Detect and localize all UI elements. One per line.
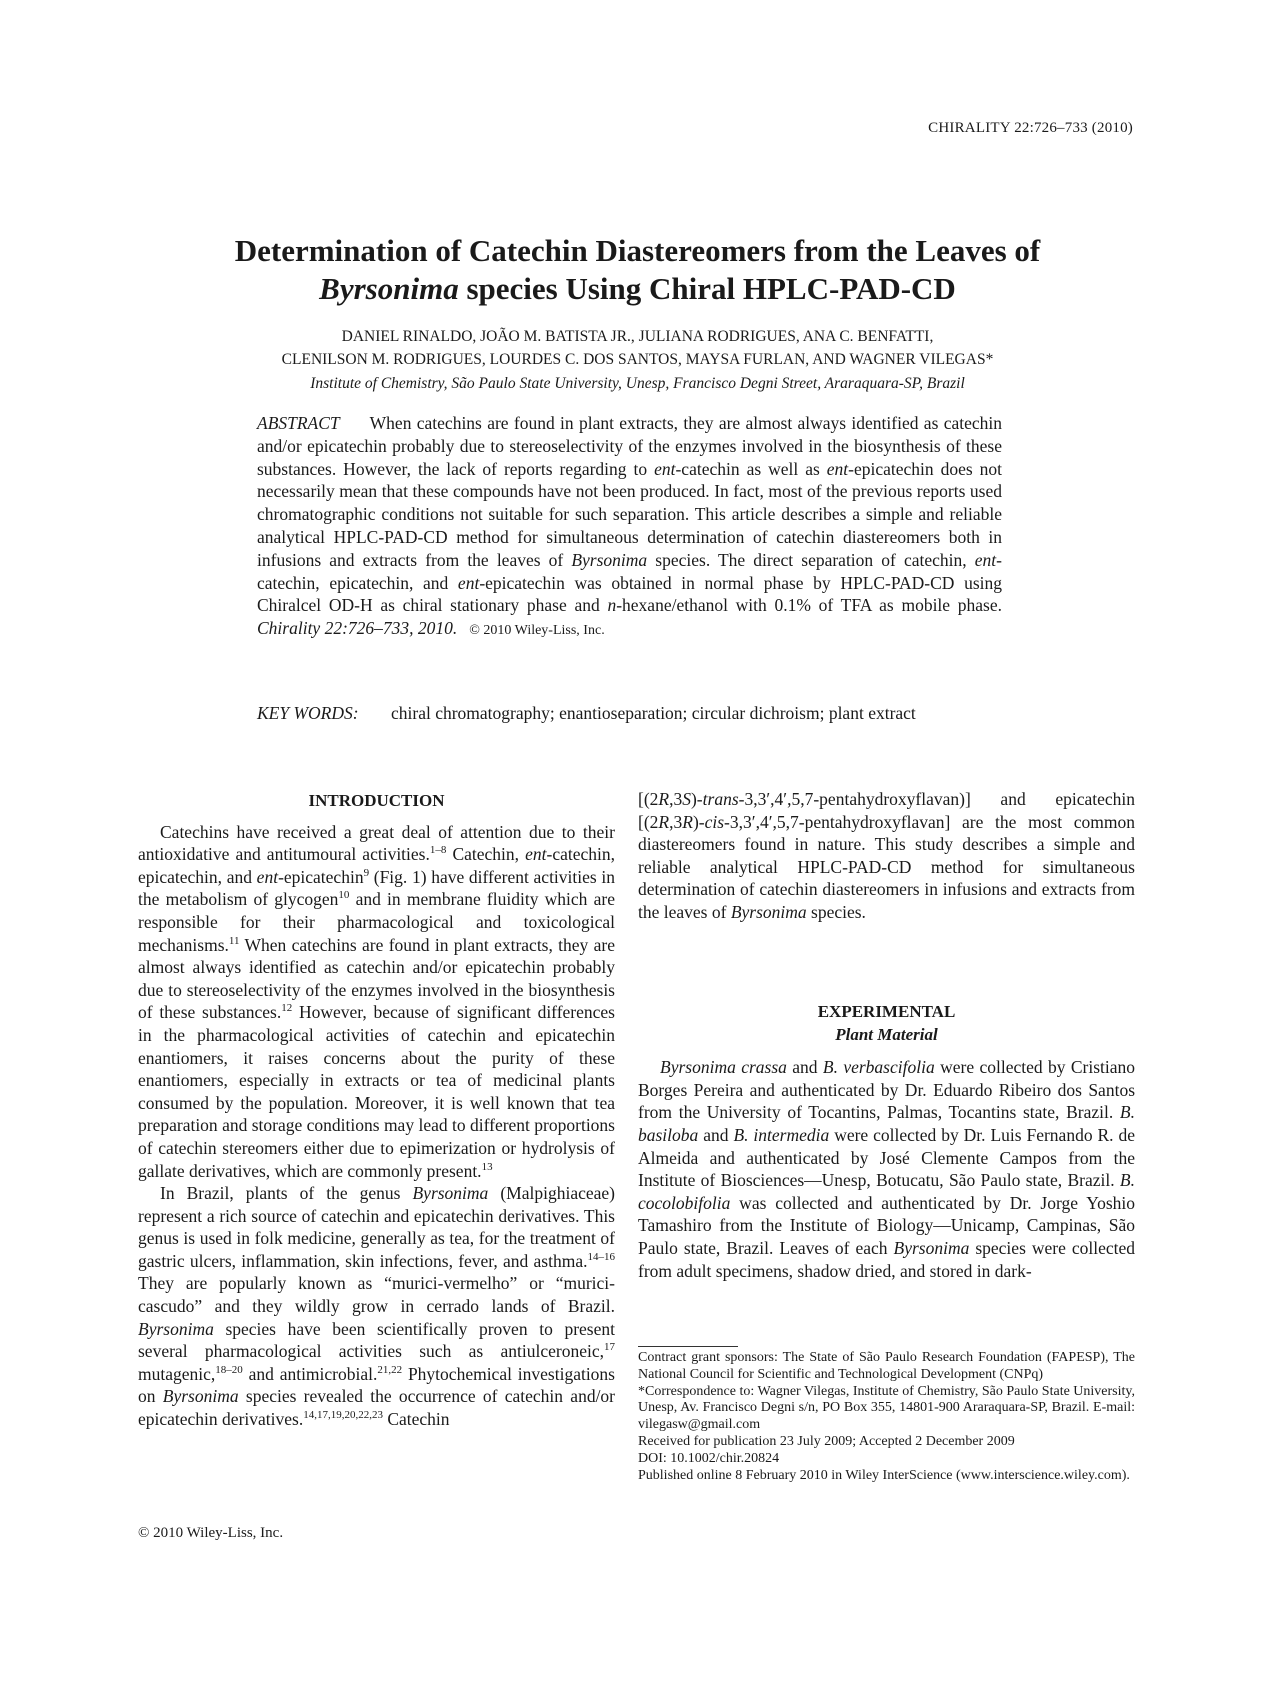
footnote-received: Received for publication 23 July 2009; Accepted 2 December 2009 [638, 1433, 1015, 1449]
text: and antimicrobial. [242, 1363, 378, 1384]
abstract-italic: n [607, 595, 617, 616]
citation-sup: 10 [338, 889, 350, 902]
citation-sup: 14–16 [587, 1251, 615, 1264]
experimental-heading: EXPERIMENTAL [817, 1002, 956, 1021]
italic: B. cocolobifolia [638, 1170, 1135, 1213]
text: When catechins are found in plant extracts, they are almost always identified as catechin and/or epicatechin probably due to stereoselectivity of the enzymes involved in the biosynthesis of these substances. [138, 934, 615, 1023]
text: species. [806, 901, 866, 922]
abstract-italic: ent [826, 458, 849, 479]
abstract-text: When catechins are found in plant extracts, they are almost always identified as catechin and/or epicatechin probably due to stereoselectivity of the enzymes involved in the biosynthesis of these substances. However, the lack of reports regarding to [257, 413, 1002, 479]
italic: Byrsonima [730, 901, 807, 922]
authors-line-1: DANIEL RINALDO, JOÃO M. BATISTA JR., JULIANA RODRIGUES, ANA C. BENFATTI, [341, 328, 934, 345]
keywords-label: KEY WORDS: [257, 703, 359, 723]
italic: R [682, 811, 693, 832]
citation-sup: 1–8 [429, 844, 447, 857]
text: were collected by Dr. Luis Fernando R. de Almeida and authenticated by José Clemente Campos from the Institute of Biosciences—Unesp, Botucatu, São Paulo state, Brazil. [638, 1124, 1135, 1191]
text: species revealed the occurrence of catechin and/or epicatechin derivatives. [138, 1386, 616, 1430]
text: Catechin, [446, 844, 526, 865]
footnote-published: Published online 8 February 2010 in Wiley InterScience (www.interscience.wiley.com). [638, 1467, 1130, 1483]
text: (Malpighiaceae) represent a rich source of catechin and epicatechin derivatives. This genus is used in folk medicine, generally as tea, for the treatment of gastric ulcers, inflammation, skin infections, fever, and asthma. [138, 1183, 615, 1271]
page-copyright: © 2010 Wiley-Liss, Inc. [138, 1525, 284, 1541]
citation-sup: 17 [604, 1341, 615, 1354]
italic: ent [256, 866, 279, 887]
keywords [257, 702, 1002, 725]
text: and [786, 1057, 823, 1078]
abstract-text: -catechin as well as [675, 458, 827, 479]
text: Catechins have received a great deal of attention due to their antioxidative and antitumoural activities. [138, 821, 615, 865]
text: were collected by Cristiano Borges Pereira and authenticated by Dr. Eduardo Ribeiro dos Santos from the University of Tocantins, Palmas, Tocantins state, Brazil. [638, 1057, 1135, 1123]
italic: R [658, 789, 670, 809]
footnote-doi: DOI: 10.1002/chir.20824 [638, 1450, 780, 1466]
footnote-grant: Contract grant sponsors: The State of São Paulo Research Foundation (FAPESP), The National Council for Scientific and Technological Development (CNPq) [638, 1350, 1135, 1382]
text: -epicatechin [278, 866, 364, 887]
text: mutagenic, [138, 1363, 216, 1384]
footnote-correspondence: *Correspondence to: Wagner Vilegas, Institute of Chemistry, São Paulo State University, Unesp, Av. Francisco Degni s/n, PO Box 355, 14801-900 Araraquara-SP, Brazil. E-mail: vilegasw@gmail.com [638, 1383, 1135, 1433]
text: species have been scientifically proven to present several pharmacological activities such as antiulceroneic, [138, 1318, 615, 1362]
introduction-heading: INTRODUCTION [308, 791, 445, 810]
citation-sup: 21,22 [377, 1364, 403, 1377]
abstract-text: -hexane/ethanol with 0.1% of TFA as mobile phase. [616, 595, 1003, 616]
citation-sup: 11 [228, 934, 240, 947]
text: species were collected from adult specimens, shadow dried, and stored in dark- [638, 1237, 1135, 1281]
italic: B. intermedia [733, 1124, 830, 1145]
italic: Byrsonima [893, 1237, 970, 1258]
text: In Brazil, plants of the genus [160, 1183, 413, 1204]
text: and [698, 1124, 734, 1145]
citation-sup: 9 [363, 866, 370, 879]
italic: Byrsonima [162, 1386, 239, 1407]
title-line-1: Determination of Catechin Diastereomers from the Leaves of [234, 233, 1041, 268]
title-line-2-rest: species Using Chiral HPLC-PAD-CD [458, 271, 956, 306]
text: Catechin [382, 1409, 450, 1430]
italic: R [658, 811, 670, 832]
running-head: CHIRALITY 22:726–733 (2010) [928, 120, 1133, 136]
text: -catechin, epicatechin, and [138, 844, 615, 887]
text: [(2 [638, 789, 659, 809]
abstract-text: -epicatechin does not necessarily mean that these compounds have not been produced. In fact, most of the previous reports used chromatographic conditions not suitable for such separation. This article describes a simple and reliable analytical HPLC-PAD-CD method for simultaneous determination of catechin diastereomers both in infusions and extracts from the leaves of [257, 458, 1002, 570]
abstract [257, 412, 1002, 643]
text: (Fig. 1) have different activities in the metabolism of glycogen [138, 866, 615, 910]
italic: cis [704, 811, 725, 832]
italic: B. verbascifolia [822, 1057, 935, 1078]
italic: Byrsonima [138, 1318, 214, 1339]
abstract-italic: ent [974, 549, 997, 570]
abstract-citation: Chirality 22:726–733, 2010. [257, 618, 458, 639]
title-genus: Byrsonima [319, 271, 459, 306]
citation-sup: 14,17,19,20,22,23 [303, 1409, 383, 1422]
article-title [0, 232, 1275, 308]
text: ,3 [669, 789, 683, 809]
introduction-column [138, 790, 615, 1431]
author-list [0, 325, 1275, 371]
footnote-divider [638, 1346, 738, 1347]
citation-sup: 12 [281, 1002, 293, 1015]
keywords-text: chiral chromatography; enantioseparation; circular dichroism; plant extract [391, 703, 916, 723]
citation-sup: 18–20 [215, 1364, 243, 1377]
italic: Byrsonima [412, 1183, 489, 1204]
abstract-italic: Byrsonima [571, 549, 648, 570]
text: -3,3′,4′,5,7-pentahydroxyflavan] are the most common diastereomers found in nature. This study describes a simple and reliable analytical HPLC-PAD-CD method for simultaneous determination of catechin diastereomers in infusions and extracts from the leaves of [638, 811, 1135, 922]
citation-sup: 13 [481, 1160, 493, 1173]
text: )- [692, 811, 705, 832]
abstract-italic: ent [457, 572, 480, 593]
abstract-text: -catechin, epicatechin, and [257, 549, 1002, 593]
italic: B. basiloba [638, 1102, 1135, 1145]
text: and in membrane fluidity which are responsible for their pharmacological and toxicological mechanisms. [138, 889, 615, 955]
italic: ent [525, 844, 547, 865]
text: They are popularly known as “murici-vermelho” or “murici-cascudo” and they wildly grow in cerrado lands of Brazil. [138, 1273, 615, 1317]
affiliation: Institute of Chemistry, São Paulo State University, Unesp, Francisco Degni Street, Araraquara-SP, Brazil [310, 375, 965, 392]
experimental-section [638, 1001, 1135, 1282]
plant-material-paragraph [638, 1056, 1135, 1282]
abstract-text: species. The direct separation of catechin, [647, 549, 975, 570]
text: was collected and authenticated by Dr. Jorge Yoshio Tamashiro from the Institute of Biology—Unicamp, Campinas, São Paulo state, Brazil. Leaves of each [638, 1192, 1135, 1258]
text: However, because of significant differences in the pharmacological activities of catechin and epicatechin enantiomers, it raises concerns about the purity of these enantiomers, especially in extracts or tea of medicinal plants consumed by the population. Moreover, it is well known that tea preparation and storage conditions may lead to different proportions of catechin stereomers either due to epimerization or hydrolysis of gallate derivatives, which are commonly present. [138, 1002, 615, 1181]
abstract-text: -epicatechin was obtained in normal phase by HPLC-PAD-CD using Chiralcel OD-H as chiral stationary phase and [257, 572, 1002, 616]
italic: S [682, 789, 691, 809]
intro-paragraph-2 [138, 1182, 615, 1431]
abstract-italic: ent [654, 458, 676, 479]
abstract-copyright: © 2010 Wiley-Liss, Inc. [469, 623, 605, 639]
italic: trans [702, 789, 739, 809]
abstract-label: ABSTRACT [257, 413, 340, 433]
text: Phytochemical investigations on [138, 1363, 615, 1407]
authors-line-2: CLENILSON M. RODRIGUES, LOURDES C. DOS SANTOS, MAYSA FURLAN, AND WAGNER VILEGAS* [281, 351, 994, 368]
plant-material-subheading: Plant Material [835, 1024, 938, 1044]
text: )- [690, 789, 703, 809]
text: ,3 [669, 811, 683, 832]
intro-paragraph-1 [138, 821, 615, 1183]
italic: Byrsonima crassa [660, 1057, 787, 1078]
footnotes [638, 1350, 1135, 1484]
text: -3,3′,4′,5,7-pentahydroxyflavan)] and epicatechin [(2 [638, 789, 1135, 832]
intro-continued-paragraph [638, 788, 1135, 924]
right-column-top [638, 788, 1135, 924]
title-line-2 [0, 270, 1275, 308]
